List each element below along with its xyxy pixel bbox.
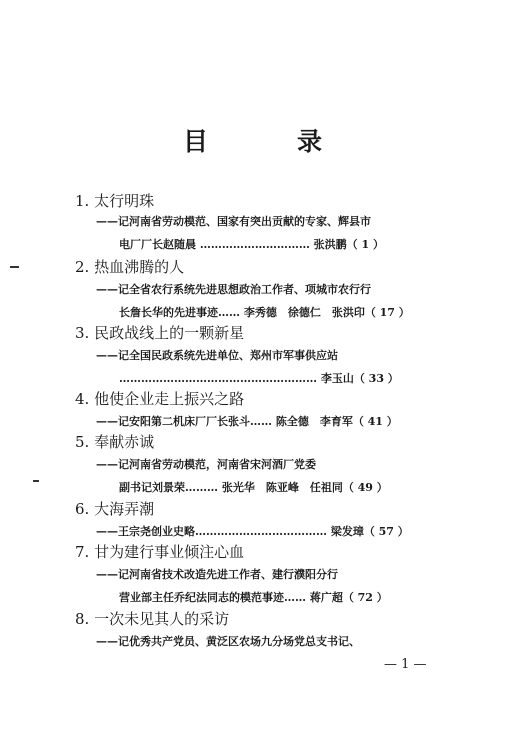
toc-entry-title: 3. 民政战线上的一颗新星 xyxy=(75,324,245,342)
toc-entry-subtitle: ……………………………………………… 李玉山（ 33 ） xyxy=(119,372,399,385)
toc-entry-title: 5. 奉献赤诚 xyxy=(75,433,155,451)
toc-entry-title: 7. 甘为建行事业倾注心血 xyxy=(75,543,245,561)
toc-entry-title: 8. 一次未见其人的采访 xyxy=(75,610,230,628)
toc-entry-title: 6. 大海弄潮 xyxy=(75,500,155,518)
scan-mark xyxy=(10,266,19,268)
toc-entry-title: 1. 太行明珠 xyxy=(75,192,155,210)
toc-entry-subtitle: 长詹长华的先进事迹…… 李秀德 徐德仁 张洪印（ 17 ） xyxy=(119,306,410,319)
toc-entry-subtitle: ——记河南省劳动模范，河南省宋河酒厂党委 xyxy=(96,458,316,471)
toc-entry-subtitle: ——记优秀共产党员、黄泛区农场九分场党总支书记、 xyxy=(96,635,360,648)
toc-entry-subtitle: ——记全省农行系统先进思想政治工作者、项城市农行行 xyxy=(96,283,371,296)
toc-entry-subtitle: ——记河南省技术改造先进工作者、建行濮阳分行 xyxy=(96,568,338,581)
toc-entry-subtitle: ——记全国民政系统先进单位、郑州市军事供应站 xyxy=(96,349,338,362)
page-title: 目 录 xyxy=(182,127,354,156)
toc-entry-subtitle: 电厂厂长赵随晨 ………………………… 张洪鹏（ 1 ） xyxy=(119,238,384,251)
scan-mark xyxy=(33,480,39,482)
toc-entry-subtitle: ——记河南省劳动模范、国家有突出贡献的专家、辉县市 xyxy=(96,215,371,228)
toc-entry-title: 2. 热血沸腾的人 xyxy=(75,258,185,276)
page-number: — 1 — xyxy=(384,657,427,672)
toc-entry-subtitle: 副书记刘景荣……… 张光华 陈亚峰 任祖同（ 49 ） xyxy=(119,481,388,494)
toc-entry-subtitle: ——王宗尧创业史略……………………………… 梁发璋（ 57 ） xyxy=(96,525,409,538)
toc-entry-subtitle: 营业部主任乔纪法同志的模范事迹…… 蒋广超（ 72 ） xyxy=(119,591,388,604)
toc-entry-title: 4. 他使企业走上振兴之路 xyxy=(75,390,245,408)
toc-entry-subtitle: ——记安阳第二机床厂厂长张斗…… 陈全德 李育军（ 41 ） xyxy=(96,415,398,428)
